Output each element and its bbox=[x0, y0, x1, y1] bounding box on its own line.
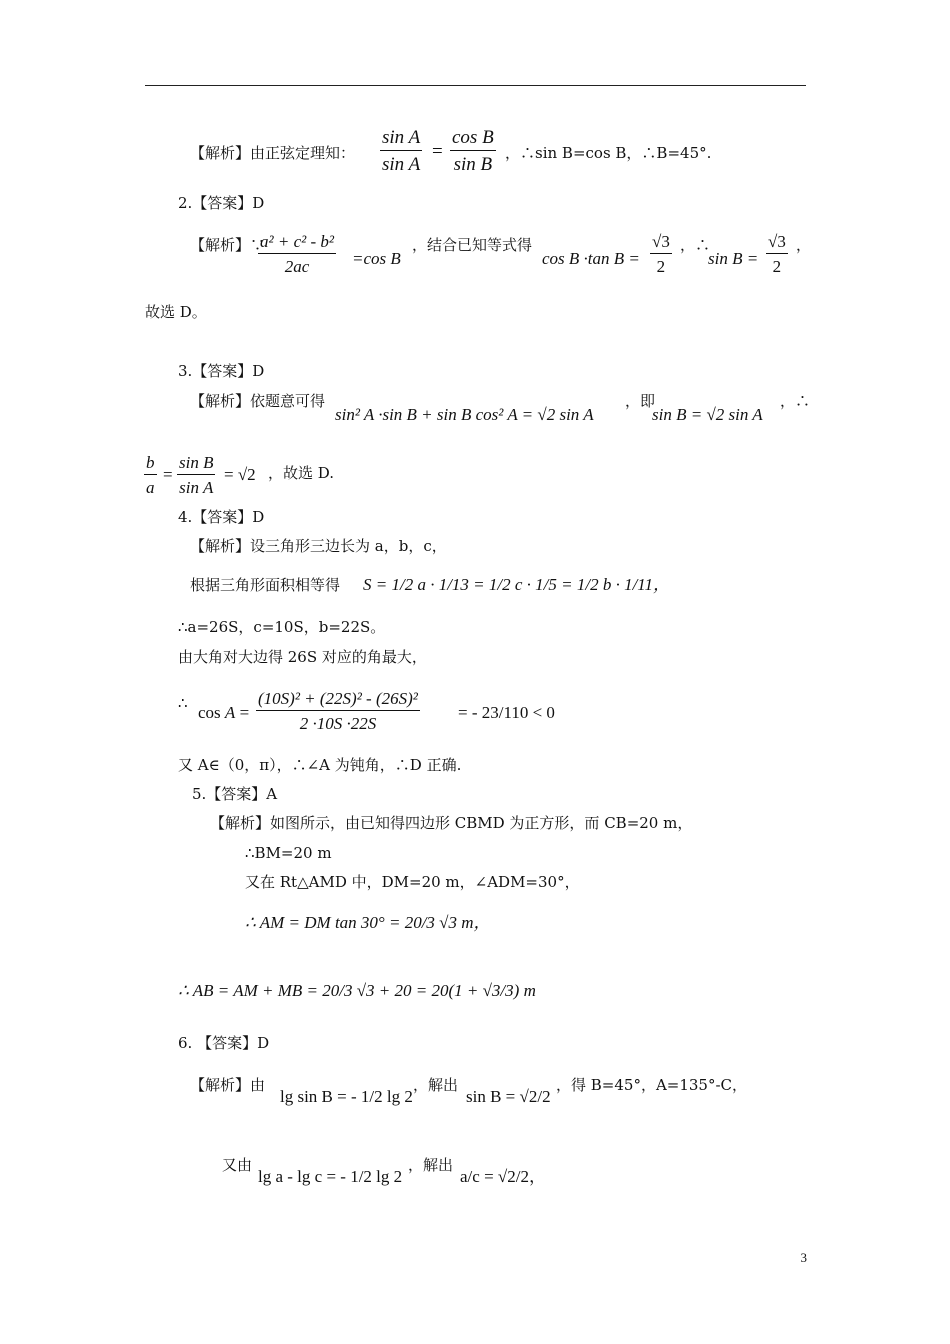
q2-label: 【解析】∵ bbox=[190, 236, 266, 254]
q3-sinA: sin A bbox=[179, 478, 214, 497]
q5-am: ∴ AM = DM tan 30° = 20/3 √3 m， bbox=[245, 913, 491, 932]
q3-answer: 3.【答案】D bbox=[178, 362, 265, 380]
q6-get: ，得 B=45°，A=135°-C， bbox=[556, 1076, 748, 1094]
q2-cos-tan: cos B ·tan B = bbox=[542, 249, 640, 268]
q3-therefore: ，∴ bbox=[780, 392, 811, 410]
q1-frac-right-den: sin B bbox=[453, 154, 493, 175]
q3-label: 【解析】依题意可得 bbox=[190, 392, 326, 410]
q4-cos-num: (10S)² + (22S)² - (26S)² bbox=[258, 689, 418, 708]
q4-area-eq: S = 1/2 a · 1/13 = 1/2 c · 1/5 = 1/2 b · 1/11， bbox=[363, 575, 671, 594]
q3-eq-sqrt2: = √2 bbox=[224, 465, 256, 484]
q2-frac-num: a² + c² - b² bbox=[260, 232, 334, 251]
q4-answer: 4.【答案】D bbox=[178, 508, 265, 526]
q3-expr2: sin B = √2 sin A bbox=[652, 405, 763, 424]
q4-cos-fraction bbox=[256, 690, 420, 732]
q3-b-over-a bbox=[144, 454, 157, 496]
q1-label: 【解析】由正弦定理知： bbox=[190, 144, 356, 162]
q2-sqrt3-frac-a bbox=[650, 233, 672, 275]
q3-b: b bbox=[146, 453, 155, 472]
q4-cos-result: = - 23/110 < 0 bbox=[458, 703, 555, 722]
q1-frac-left-num: sin A bbox=[382, 127, 421, 148]
q3-equals: = bbox=[163, 465, 173, 484]
q1-frac-left-den: sin A bbox=[382, 154, 421, 175]
q4-therefore-symbol: ∴ bbox=[178, 694, 188, 712]
q4-area-intro: 根据三角形面积相等得 bbox=[190, 576, 341, 594]
q2-fraction bbox=[258, 233, 336, 275]
q3-expr: sin² A ·sin B + sin B cos² A = √2 sin A bbox=[335, 405, 594, 424]
q2-end: ， bbox=[796, 236, 812, 254]
q6-label: 【解析】由 bbox=[190, 1076, 266, 1094]
q2-sqrt3-frac-b bbox=[766, 233, 788, 275]
q2-mid: ，结合已知等式得 bbox=[412, 236, 533, 254]
q5-answer: 5.【答案】A bbox=[192, 785, 278, 803]
q1-fraction-right bbox=[450, 128, 496, 174]
q5-bm: ∴BM=20 m bbox=[245, 844, 332, 862]
q6-solve2: ，解出 bbox=[408, 1156, 454, 1174]
q5-rt: 又在 Rt△AMD 中，DM=20 m，∠ADM=30°， bbox=[245, 873, 580, 891]
q6-sin-res: sin B = √2/2 bbox=[466, 1087, 551, 1106]
q1-equals: = bbox=[432, 141, 443, 162]
q6-lg1: lg sin B = - 1/2 lg 2 bbox=[280, 1087, 413, 1106]
q6-ac-res: a/c = √2/2， bbox=[460, 1167, 546, 1186]
q6-again: 又由 bbox=[222, 1156, 253, 1174]
q1-frac-right-num: cos B bbox=[452, 127, 494, 148]
q3-a: a bbox=[146, 478, 155, 497]
q4-largest: 由大角对大边得 26S 对应的角最大， bbox=[178, 648, 427, 666]
q2-conclusion: 故选 D。 bbox=[145, 303, 207, 321]
header-rule bbox=[145, 85, 806, 86]
q5-ab: ∴ AB = AM + MB = 20/3 √3 + 20 = 20(1 + √3/3) m bbox=[178, 981, 536, 1000]
q3-sinB-sinA bbox=[177, 454, 215, 496]
q6-lg2: lg a - lg c = - 1/2 lg 2 bbox=[258, 1167, 403, 1186]
q2-sqrt3-den-b: 2 bbox=[772, 257, 782, 276]
q1-tail: ，∴sin B=cos B，∴B=45°. bbox=[505, 144, 712, 162]
q4-cosA-label: cos A = bbox=[198, 703, 250, 722]
q2-sinB: sin B = bbox=[708, 249, 759, 268]
q2-sqrt3-num-a: √3 bbox=[652, 232, 670, 251]
q4-cos-den: 2 ·10S ·22S bbox=[299, 714, 377, 733]
q2-therefore: ，∴ bbox=[680, 236, 711, 254]
q6-answer: 6. 【答案】D bbox=[178, 1034, 270, 1052]
q4-label: 【解析】设三角形三边长为 a，b，c， bbox=[190, 537, 447, 555]
q2-eq-cos: =cos B bbox=[352, 249, 401, 268]
q5-label: 【解析】如图所示，由已知得四边形 CBMD 为正方形，而 CB=20 m， bbox=[210, 814, 693, 832]
q2-answer: 2.【答案】D bbox=[178, 194, 265, 212]
page-number: 3 bbox=[800, 1250, 807, 1265]
q4-obtuse: 又 A∈（0，π），∴∠A 为钝角，∴D 正确. bbox=[178, 756, 462, 774]
q1-fraction-left bbox=[380, 128, 422, 174]
q3-sinB: sin B bbox=[179, 453, 214, 472]
q4-sides: ∴a=26S，c=10S，b=22S。 bbox=[178, 618, 386, 636]
q3-mid: ，即 bbox=[625, 392, 656, 410]
q6-solve1: ，解出 bbox=[413, 1076, 459, 1094]
q2-sqrt3-den-a: 2 bbox=[656, 257, 666, 276]
q2-sqrt3-num-b: √3 bbox=[768, 232, 786, 251]
q3-conclusion: ，故选 D. bbox=[268, 464, 335, 482]
q2-frac-den: 2ac bbox=[284, 257, 310, 276]
